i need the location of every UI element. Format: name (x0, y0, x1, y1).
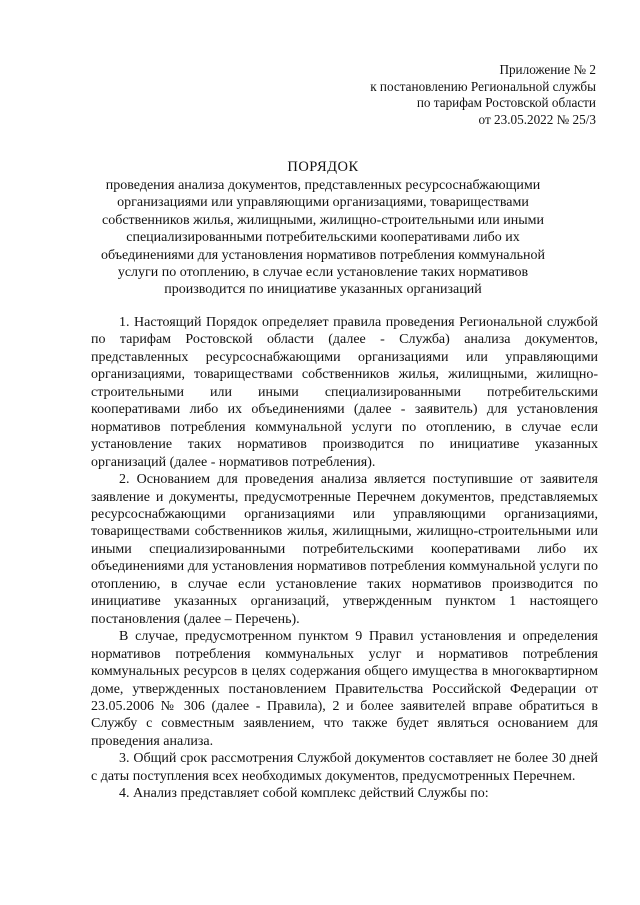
appendix-number: Приложение № 2 (499, 62, 596, 77)
document-body (91, 314, 598, 803)
paragraph-4: 4. Анализ представляет собой комплекс действий Службы по: (119, 786, 489, 802)
appendix-date-number: от 23.05.2022 № 25/3 (478, 111, 596, 127)
paragraph-2: 2. Основанием для проведения анализа является поступившие от заявителя заявление и документы, предусмотренные Перечнем документов, представляемых ресурсоснабжающими организациями или управляющими организациями, товариществами собственников жилья, жилищными, жилищно-строительными или иными специализированными потребительскими кооперативами либо их объединениями для установления нормативов потребления коммунальной услуги по отоплению, в случае если установление таких нормативов производится по инициативе указанных организаций, утвержденным пунктом 1 настоящего постановления (далее – Перечень). (91, 472, 598, 627)
paragraph-2-case: В случае, предусмотренном пунктом 9 Правил установления и определения нормативов потребления коммунальных услуг и нормативов потребления коммунальных ресурсов в целях содержания общего имущества в многоквартирном доме, утвержденных постановлением Правительства Российской Федерации от 23.05.2006 № 306 (далее - Правила), 2 и более заявителей вправе обратиться в Службу с совместным заявлением, что также будет являться основанием для проведения анализа. (91, 629, 598, 749)
paragraph-3: 3. Общий срок рассмотрения Службой документов составляет не более 30 дней с даты поступления всех необходимых документов, предусмотренных Перечнем. (91, 751, 598, 784)
appendix-resolution-ref: к постановлению Региональной службы (370, 78, 596, 94)
paragraph-1: 1. Настоящий Порядок определяет правила проведения Региональной службой по тарифам Ростовской области (далее - Служба) анализа документов, представленных ресурсоснабжающими организациями или управляющими организациями, товариществами собственников жилья, жилищными, жилищно-строительными или иными специализированными потребительскими кооперативами либо их объединениями (далее - заявитель) для установления нормативов потребления коммунальной услуги по отоплению, в случае если установление таких нормативов производится по инициативе указанных организаций (далее - нормативов потребления). (91, 315, 598, 470)
title-block (92, 158, 554, 299)
appendix-header (266, 62, 596, 128)
appendix-authority: по тарифам Ростовской области (416, 95, 596, 110)
document-subtitle: проведения анализа документов, представленных ресурсоснабжающими организациями или управляющими организациями, товариществами собственников жилья, жилищными, жилищно-строительными или иными специализированными потребительскими кооперативами либо их объединениями для установления нормативов потребления коммунальной услуги по отоплению, в случае если установление таких нормативов производится по инициативе указанных организаций (100, 178, 545, 298)
document-title: ПОРЯДОК (287, 159, 359, 175)
